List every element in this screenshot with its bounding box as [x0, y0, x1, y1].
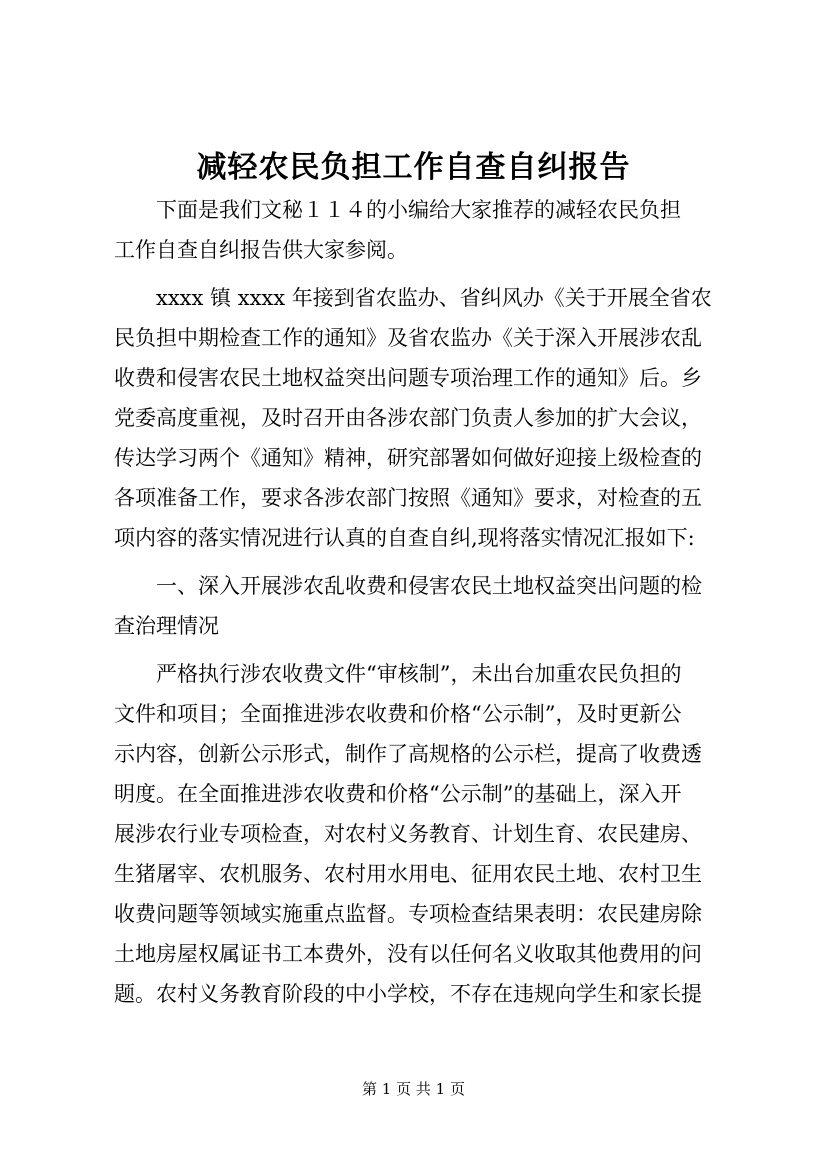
body-line	[0, 974, 827, 1014]
document-title: 减轻农民负担工作自查自纠报告	[196, 150, 631, 185]
body-line-text: 展涉农行业专项检查，对农村义务教育、计划生育、农民建房、	[114, 822, 702, 846]
page-footer: 第 1 页 共 1 页	[362, 1080, 465, 1098]
section-heading-line	[0, 566, 827, 606]
body-line	[0, 318, 827, 358]
body-line-text: 民负担中期检查工作的通知》及省农监办《关于深入开展涉农乱	[114, 326, 702, 350]
body-line	[0, 398, 827, 438]
body-line-text: xxxx 镇 xxxx 年接到省农监办、省纠风办《关于开展全省农	[156, 286, 712, 310]
body-line-text: 严格执行涉农收费文件“审核制”，未出台加重农民负担的	[156, 662, 682, 686]
body-line-text: 文件和项目；全面推进涉农收费和价格“公示制”，及时更新公	[114, 702, 682, 726]
body-line-text: 题。农村义务教育阶段的中小学校，不存在违规向学生和家长提	[114, 982, 702, 1006]
body-line	[0, 358, 827, 398]
body-line	[0, 774, 827, 814]
body-line	[0, 438, 827, 478]
body-line-text: 明度。在全面推进涉农收费和价格“公示制”的基础上，深入开	[114, 782, 682, 806]
body-line-text: 党委高度重视，及时召开由各涉农部门负责人参加的扩大会议，	[114, 406, 702, 430]
body-line	[0, 814, 827, 854]
body-line	[0, 734, 827, 774]
body-line	[0, 518, 827, 558]
body-line	[0, 854, 827, 894]
body-line	[0, 654, 827, 694]
body-line-text: 下面是我们文秘１１４的小编给大家推荐的减轻农民负担	[156, 198, 681, 222]
body-line	[0, 278, 827, 318]
body-line-text: 传达学习两个《通知》精神，研究部署如何做好迎接上级检查的	[114, 446, 702, 470]
body-line-text: 项内容的落实情况进行认真的自查自纠,现将落实情况汇报如下:	[114, 526, 695, 550]
body-line	[0, 190, 827, 230]
body-line	[0, 230, 827, 270]
body-line-text: 工作自查自纠报告供大家参阅。	[114, 238, 408, 262]
body-line	[0, 694, 827, 734]
body-line	[0, 478, 827, 518]
body-line-text: 一、深入开展涉农乱收费和侵害农民土地权益突出问题的检	[156, 574, 702, 598]
body-line-text: 查治理情况	[114, 614, 219, 638]
body-line-text: 收费和侵害农民土地权益突出问题专项治理工作的通知》后。乡	[114, 366, 702, 390]
body-line-text: 各项准备工作，要求各涉农部门按照《通知》要求，对检查的五	[114, 486, 702, 510]
section-heading-line	[0, 606, 827, 646]
body-line-text: 示内容，创新公示形式，制作了高规格的公示栏，提高了收费透	[114, 742, 702, 766]
body-line	[0, 934, 827, 974]
body-line-text: 收费问题等领域实施重点监督。专项检查结果表明：农民建房除	[114, 902, 702, 926]
body-line	[0, 894, 827, 934]
body-line-text: 生猪屠宰、农机服务、农村用水用电、征用农民土地、农村卫生	[114, 862, 702, 886]
body-line-text: 土地房屋权属证书工本费外，没有以任何名义收取其他费用的问	[114, 942, 702, 966]
